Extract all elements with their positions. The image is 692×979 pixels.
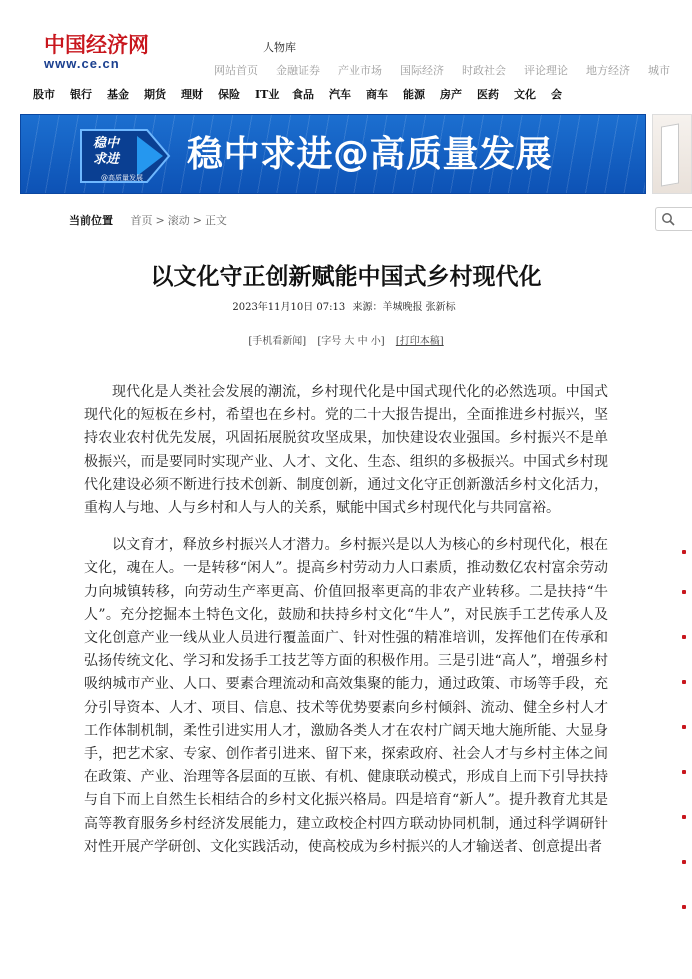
category-nav-item[interactable]: 保险 xyxy=(218,88,240,101)
breadcrumb-separator: > xyxy=(155,214,165,227)
breadcrumb xyxy=(69,212,227,228)
breadcrumb-current: 正文 xyxy=(204,214,227,227)
edge-marker xyxy=(682,815,686,819)
search-box[interactable] xyxy=(655,207,692,231)
category-nav-item[interactable]: 食品 xyxy=(292,88,314,101)
top-nav-item[interactable]: 产业市场 xyxy=(338,64,382,77)
edge-marker xyxy=(682,550,686,554)
edge-marker xyxy=(682,860,686,864)
top-nav-item[interactable]: 网站首页 xyxy=(214,64,258,77)
article-body xyxy=(84,381,608,873)
font-size-control[interactable]: [字号 大 中 小] xyxy=(317,336,385,347)
right-edge-markers xyxy=(678,550,692,970)
category-nav-item[interactable]: 会 xyxy=(551,88,562,101)
category-nav-item[interactable]: 文化 xyxy=(514,88,536,101)
category-nav-item[interactable]: 房产 xyxy=(440,88,462,101)
mobile-news-link[interactable]: [手机看新闻] xyxy=(248,336,307,347)
top-nav-item[interactable]: 评论理论 xyxy=(524,64,568,77)
top-nav-item[interactable]: 金融证券 xyxy=(276,64,320,77)
category-nav-item[interactable]: 期货 xyxy=(144,88,166,101)
top-nav-item[interactable]: 时政社会 xyxy=(462,64,506,77)
edge-marker xyxy=(682,770,686,774)
badge-tag: @高质量发展 xyxy=(101,174,143,182)
side-ad[interactable] xyxy=(652,114,692,194)
top-nav-item[interactable]: 地方经济 xyxy=(586,64,630,77)
edge-marker xyxy=(682,590,686,594)
badge-line-1: 稳中 xyxy=(93,136,120,151)
category-nav-item[interactable]: 医药 xyxy=(477,88,499,101)
top-nav xyxy=(214,62,688,78)
category-nav-item[interactable]: 汽车 xyxy=(329,88,351,101)
article-title: 以文化守正创新赋能中国式乡村现代化 xyxy=(150,264,542,290)
edge-marker xyxy=(682,680,686,684)
article-meta xyxy=(0,298,692,313)
category-nav-item[interactable]: 商车 xyxy=(366,88,388,101)
category-nav-item[interactable]: 银行 xyxy=(70,88,92,101)
category-nav-item[interactable]: 股市 xyxy=(33,88,55,101)
badge-line-2: 求进 xyxy=(93,152,120,167)
category-nav-item[interactable]: 基金 xyxy=(107,88,129,101)
edge-marker xyxy=(682,905,686,909)
top-nav-item[interactable]: 国际经济 xyxy=(400,64,444,77)
article-tools xyxy=(0,332,692,347)
promo-banner[interactable] xyxy=(20,114,646,194)
article-paragraph: 以文育才，释放乡村振兴人才潜力。乡村振兴是以人为核心的乡村现代化，根在文化，魂在人。一是转移“闲人”。提高乡村劳动力人口素质，推动数亿农村富余劳动力向城镇转移，向劳动生产率更高、价值回报率更高的非农产业转移。二是扶持“牛人”。充分挖掘本土特色文化，鼓励和扶持乡村文化“牛人”，对民族手工艺传承人及文化创意产业一线从业人员进行覆盖面广、针对性强的精准培训，发挥他们在传承和弘扬传统文化、学习和发扬手工技艺等方面的积极作用。三是引进“高人”，增强乡村吸纳城市产业、人口、要素合理流动和高效集聚的能力，通过政策、市场等手段，充分引导资本、人才、项目、信息、技术等优势要素向乡村倾斜、流动、健全乡村人才工作体制机制，柔性引进实用人才，激励各类人才在农村广阔天地大施所能、大显身手，把艺术家、专家、创作者引进来、留下来，探索政府、社会人才与乡村主体之间在政策、产业、治理等各层面的互嵌、有机、健康联动模式，形成自上而下引导扶持与自下而上自然生长相结合的乡村文化振兴格局。四是培育“新人”。提升教育尤其是高等教育服务乡村经济发展能力，建立政校企村四方联动协同机制，通过科学调研针对性开展产学研创、文化实践活动，使高校成为乡村振兴的人才输送者、创意提出者 xyxy=(84,537,608,855)
breadcrumb-scroll[interactable]: 滚动 xyxy=(167,214,190,227)
site-logo[interactable] xyxy=(44,34,154,74)
category-nav-item[interactable]: 能源 xyxy=(403,88,425,101)
edge-marker xyxy=(682,635,686,639)
breadcrumb-label: 当前位置 xyxy=(69,214,113,227)
category-nav xyxy=(33,86,588,102)
banner-title: 稳中求进@高质量发展 xyxy=(187,134,553,175)
breadcrumb-home[interactable]: 首页 xyxy=(130,214,153,227)
banner-badge xyxy=(77,126,173,186)
category-nav-item[interactable]: 理财 xyxy=(181,88,203,101)
article-datetime: 2023年11月10日 07:13 xyxy=(232,302,346,313)
article-paragraph: 现代化是人类社会发展的潮流，乡村现代化是中国式现代化的必然选项。中国式现代化的短板在乡村，希望也在乡村。党的二十大报告提出，全面推进乡村振兴，坚持农业农村优先发展，巩固拓展脱贫攻坚成果，加快建设农业强国。乡村振兴不是单极振兴，而是要同时实现产业、人才、文化、生态、组织的多极振兴。中国式乡村现代化建设必须不断进行技术创新、制度创新，通过文化守正创新激活乡村文化活力，重构人与地、人与乡村和人与人的关系，赋能中国式乡村现代化与共同富裕。 xyxy=(84,384,608,517)
edge-marker xyxy=(682,725,686,729)
side-ad-graphic xyxy=(661,123,679,186)
breadcrumb-separator: > xyxy=(192,214,202,227)
top-nav-item[interactable]: 城市 xyxy=(648,64,670,77)
search-icon xyxy=(661,212,675,226)
logo-url: www.ce.cn xyxy=(44,56,120,71)
print-link[interactable]: [打印本稿] xyxy=(395,336,444,347)
logo-text: 中国经济网 xyxy=(44,33,149,57)
category-nav-item[interactable]: IT业 xyxy=(255,88,280,101)
article-source: 来源：羊城晚报 张新标 xyxy=(352,302,456,313)
section-name[interactable]: 人物库 xyxy=(263,41,296,54)
